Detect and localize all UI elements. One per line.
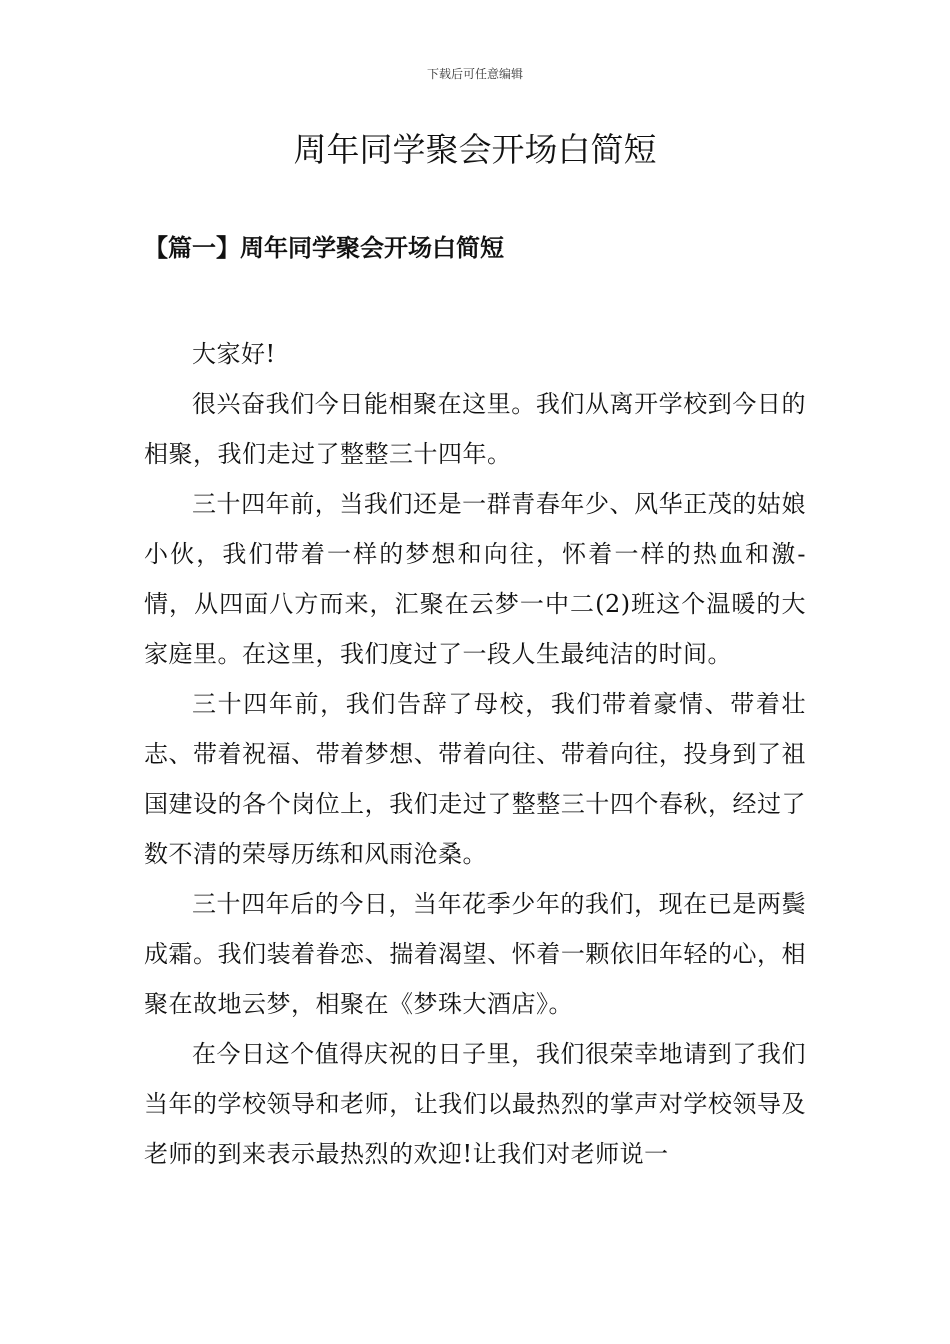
paragraph: 三十四年前，我们告辞了母校，我们带着豪情、带着壮志、带着祝福、带着梦想、带着向往、带着向往，投身到了祖国建设的各个岗位上，我们走过了整整三十四个春秋，经过了数不清的荣辱历练和风雨沧桑。 xyxy=(144,690,806,868)
paragraph-greeting: 大家好! xyxy=(192,340,276,368)
paragraph: 三十四年前，当我们还是一群青春年少、风华正茂的姑娘小伙，我们带着一样的梦想和向往，怀着一样的热血和激-情，从四面八方而来，汇聚在云梦一中二(2)班这个温暖的大家庭里。在这里，我们度过了一段人生最纯洁的时间。 xyxy=(144,490,806,668)
paragraph: 在今日这个值得庆祝的日子里，我们很荣幸地请到了我们当年的学校领导和老师，让我们以最热烈的掌声对学校领导及老师的到来表示最热烈的欢迎!让我们对老师说一 xyxy=(144,1040,806,1168)
paragraph: 三十四年后的今日，当年花季少年的我们，现在已是两鬓成霜。我们装着眷恋、揣着渴望、怀着一颗依旧年轻的心，相聚在故地云梦，相聚在《梦珠大酒店》。 xyxy=(144,890,806,1018)
section-heading: 【篇一】周年同学聚会开场白简短 xyxy=(144,233,504,262)
paragraph: 很兴奋我们今日能相聚在这里。我们从离开学校到今日的相聚，我们走过了整整三十四年。 xyxy=(144,390,806,468)
document-body xyxy=(144,329,806,1179)
document-title: 周年同学聚会开场白简短 xyxy=(293,130,657,169)
header-note: 下载后可任意编辑 xyxy=(426,67,523,81)
